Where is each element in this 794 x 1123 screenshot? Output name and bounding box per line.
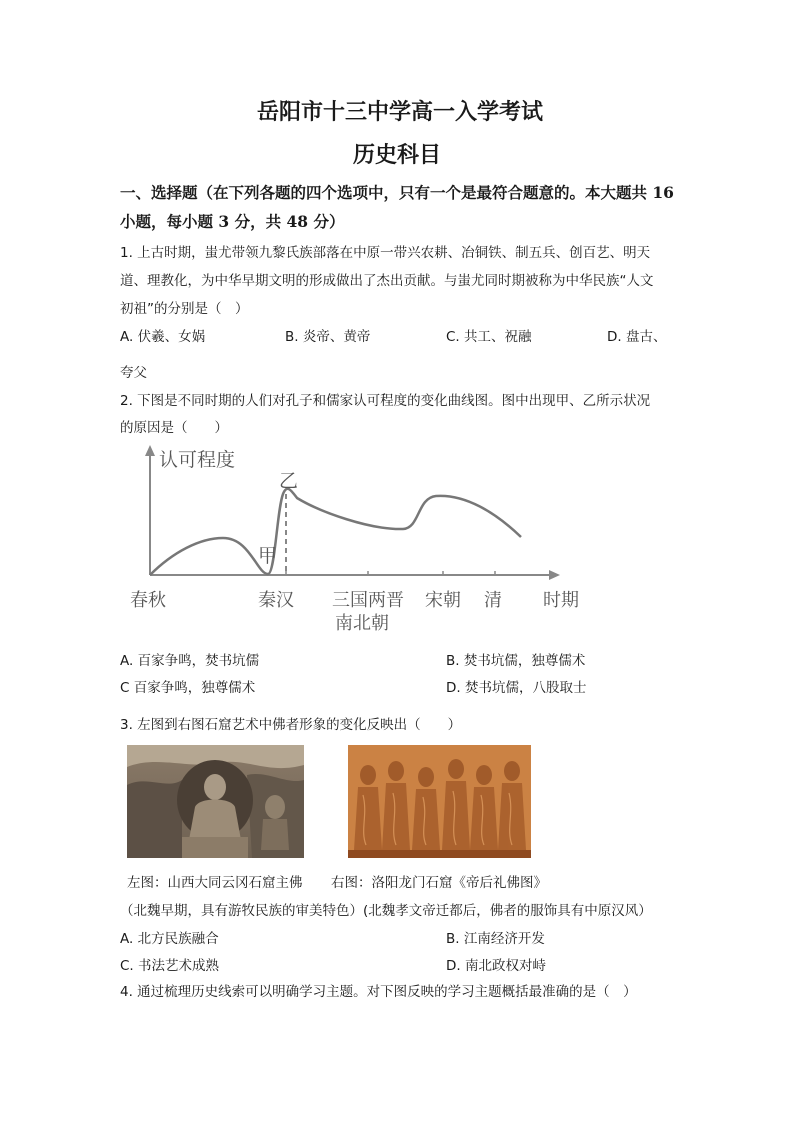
- exam-title: 岳阳市十三中学高一入学考试: [257, 99, 544, 125]
- q4-line1: 4. 通过梳理历史线索可以明确学习主题。对下图反映的学习主题概括最准确的是（ ）: [120, 984, 637, 1000]
- annotation-jia: 甲: [258, 545, 278, 567]
- subject-title: 历史科目: [353, 142, 442, 168]
- x-label-song: 宋朝: [425, 590, 461, 611]
- q1-option-c[interactable]: C. 共工、祝融: [446, 329, 532, 345]
- q1-option-d-wrap: 夸父: [120, 365, 147, 381]
- x-label-sanguo-line2: 南北朝: [335, 613, 389, 634]
- q3-option-d[interactable]: D. 南北政权对峙: [446, 958, 546, 974]
- q1-option-a[interactable]: A. 伏羲、女娲: [120, 329, 206, 345]
- q2-option-c[interactable]: C 百家争鸣，独尊儒术: [120, 680, 256, 696]
- q2-line2: 的原因是（ ）: [120, 420, 228, 436]
- q1-option-b[interactable]: B. 炎帝、黄帝: [285, 329, 371, 345]
- y-axis-label: 认可程度: [159, 449, 236, 471]
- q1-line3: 初祖”的分别是（ ）: [120, 301, 249, 317]
- q3-option-b[interactable]: B. 江南经济开发: [446, 931, 545, 947]
- caption-left: 左图：山西大同云冈石窟主佛: [127, 875, 303, 891]
- q2-option-d[interactable]: D. 焚书坑儒，八股取士: [446, 680, 587, 696]
- caption-note: （北魏早期，具有游牧民族的审美特色）(北魏孝文帝迁都后，佛者的服饰具有中原汉风）: [120, 903, 652, 919]
- y-axis-arrow: [145, 445, 155, 456]
- section-heading-line1: 一、选择题（在下列各题的四个选项中，只有一个是最符合题意的。本大题共 16: [120, 183, 674, 202]
- q1-line1: 1. 上古时期，蚩尤带领九黎氏族部落在中原一带兴农耕、冶铜铁、制五兵、创百艺、明天: [120, 245, 651, 261]
- q2-option-a[interactable]: A. 百家争鸣，焚书坑儒: [120, 653, 260, 669]
- q3-option-a[interactable]: A. 北方民族融合: [120, 931, 219, 947]
- q3-option-c[interactable]: C. 书法艺术成熟: [120, 958, 220, 974]
- caption-right: 右图：洛阳龙门石窟《帝后礼佛图》: [331, 875, 547, 891]
- q1-line2: 道、理教化，为中华早期文明的形成做出了杰出贡献。与蚩尤同时期被称为中华民族“人文: [120, 273, 654, 289]
- q2-line1: 2. 下图是不同时期的人们对孔子和儒家认可程度的变化曲线图。图中出现甲、乙所示状况: [120, 393, 651, 409]
- x-axis-arrow: [549, 570, 560, 580]
- x-label-qinhan: 秦汉: [258, 590, 294, 611]
- longmen-relief-photo: [348, 745, 531, 858]
- x-axis-label: 时期: [543, 590, 579, 611]
- q1-option-d[interactable]: D. 盘古、: [607, 329, 667, 345]
- yungang-buddha-photo: [127, 745, 304, 858]
- annotation-yi: 乙: [279, 470, 299, 492]
- x-label-qing: 清: [484, 590, 502, 611]
- x-label-sanguo-line1: 三国两晋: [332, 590, 404, 611]
- recognition-curve-chart: [125, 440, 605, 635]
- section-heading-line2: 小题，每小题 3 分，共 48 分）: [120, 212, 345, 231]
- x-label-chunqiu: 春秋: [130, 590, 166, 611]
- q3-line1: 3. 左图到右图石窟艺术中佛者形象的变化反映出（ ）: [120, 717, 462, 733]
- q2-option-b[interactable]: B. 焚书坑儒，独尊儒术: [446, 653, 586, 669]
- recognition-curve: [150, 489, 521, 575]
